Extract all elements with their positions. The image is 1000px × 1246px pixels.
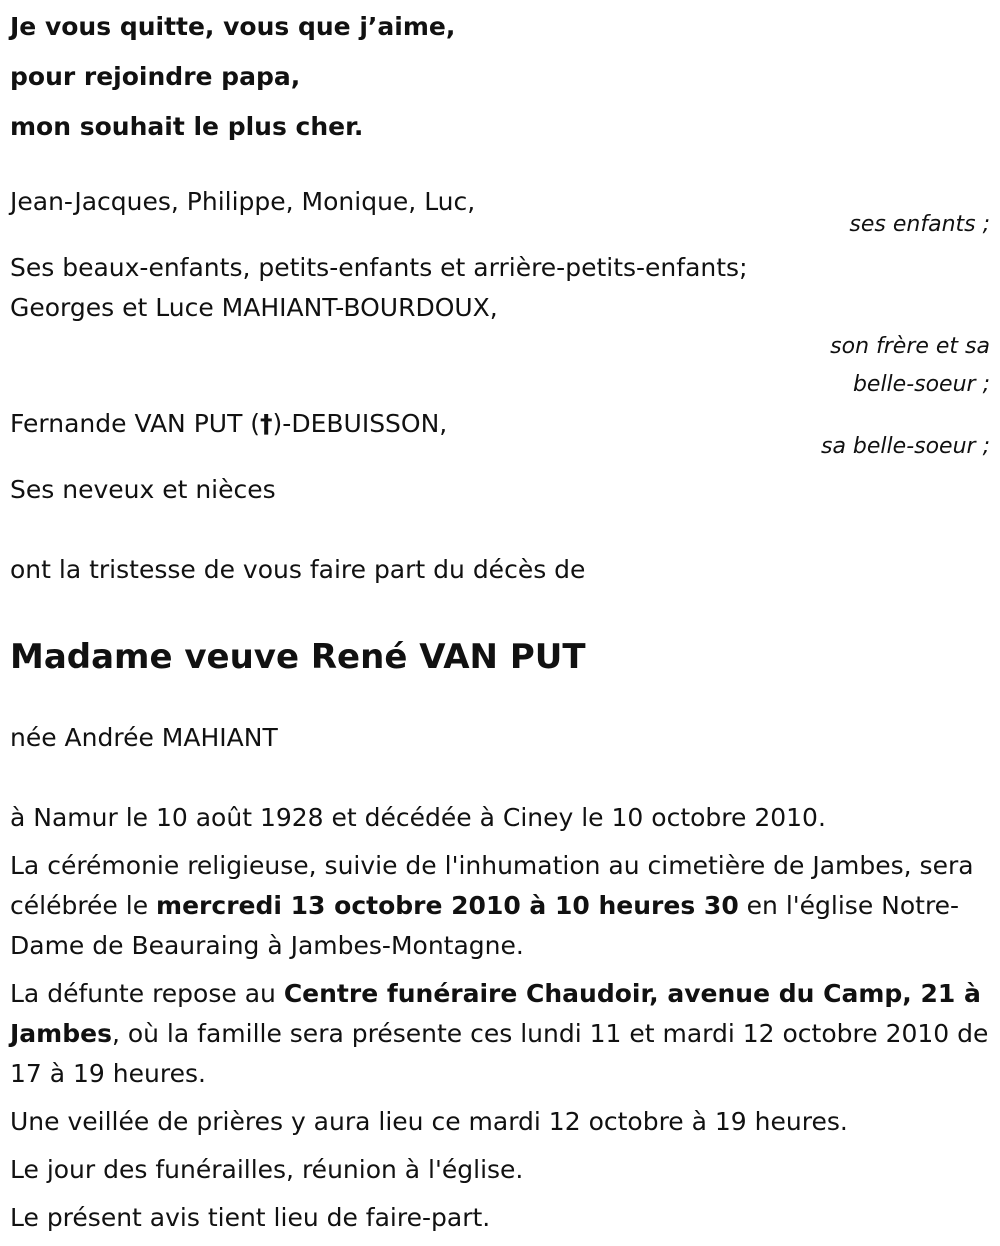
poem-line: Je vous quitte, vous que j’aime, xyxy=(10,12,456,41)
viewing-details: La défunte repose au Centre funéraire Chaudoir, avenue du Camp, 21 à Jambes, où la famille sera présente ces lundi 11 et mardi 12 octobre 2010 de 17 à 19 heures. xyxy=(10,979,989,1088)
grandchildren: Ses beaux-enfants, petits-enfants et arrière-petits-enfants; xyxy=(10,253,748,282)
nephews: Ses neveux et nièces xyxy=(10,475,276,504)
ceremony-details: La cérémonie religieuse, suivie de l'inhumation au cimetière de Jambes, sera célébrée le mercredi 13 octobre 2010 à 10 heures 30 en l'église Notre-Dame de Beauraing à Jambes-Montagne. xyxy=(10,851,974,960)
cross-icon: † xyxy=(260,409,273,438)
obituary-notice xyxy=(10,0,990,1246)
notice-footer: Le présent avis tient lieu de faire-part. xyxy=(10,1203,491,1232)
poem-line: pour rejoindre papa, xyxy=(10,62,301,91)
vigil-details: Une veillée de prières y aura lieu ce mardi 12 octobre à 19 heures. xyxy=(10,1107,848,1136)
children-role: ses enfants ; xyxy=(849,212,990,237)
deceased-name: Madame veuve René VAN PUT xyxy=(10,637,586,677)
sister-in-law-names: Fernande VAN PUT (†)-DEBUISSON, xyxy=(10,404,990,444)
family-list xyxy=(10,182,990,510)
life-dates: à Namur le 10 août 1928 et décédée à Ciney le 10 octobre 2010. xyxy=(10,803,826,832)
maiden-name: née Andrée MAHIANT xyxy=(10,723,278,752)
brother-role: son frère et sa belle-soeur ; xyxy=(830,334,990,397)
poem-line: mon souhait le plus cher. xyxy=(10,112,364,141)
children-names: Jean-Jacques, Philippe, Monique, Luc, xyxy=(10,187,476,216)
announcement: ont la tristesse de vous faire part du décès de xyxy=(10,555,586,584)
funeral-day: Le jour des funérailles, réunion à l'église. xyxy=(10,1155,524,1184)
funeral-home: Centre funéraire Chaudoir, avenue du Camp, 21 à Jambes xyxy=(10,979,981,1048)
poem xyxy=(10,0,990,152)
sister-in-law-role: sa belle-soeur ; xyxy=(821,434,990,459)
brother-names: Georges et Luce MAHIANT-BOURDOUX, xyxy=(10,293,498,322)
ceremony-date: mercredi 13 octobre 2010 à 10 heures 30 xyxy=(156,891,739,920)
